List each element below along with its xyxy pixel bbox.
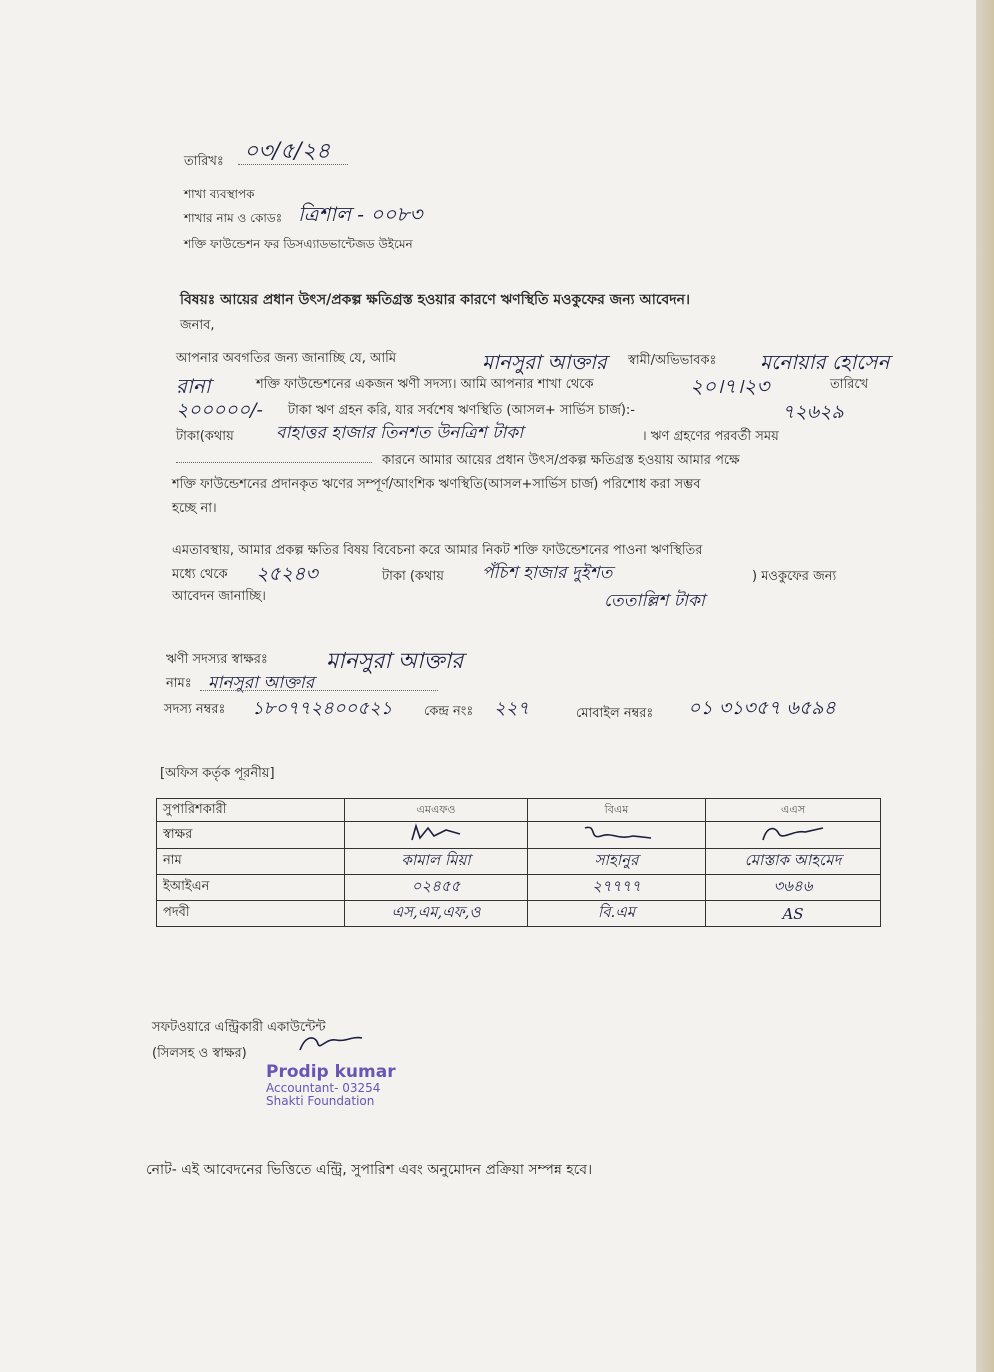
branch-handwritten: ত্রিশাল - ০০৮৩: [298, 202, 423, 226]
center-handwritten: ২২৭: [494, 698, 530, 719]
date-label: তারিখঃ: [184, 154, 224, 169]
waive-amount-handwritten: ২৫২৪৩: [256, 563, 318, 585]
date-suffix: তারিখে: [830, 377, 869, 392]
para1-text-a: আপনার অবগতির জন্য জানাচ্ছি যে, আমি: [176, 351, 397, 366]
para1-line4a: টাকা(কথায়: [176, 429, 234, 444]
table-cell: ২৭৭৭৭: [528, 875, 706, 901]
signature-bm: [577, 822, 657, 844]
waive-words-cont-handwritten: তেতাল্লিশ টাকা: [604, 591, 705, 611]
reason-dotline: [176, 462, 372, 463]
stamp-title: Accountant- 03254: [266, 1080, 381, 1095]
para2-line3: আবেদন জানাচ্ছি।: [172, 589, 266, 604]
para1-line7: হচ্ছে না।: [172, 501, 217, 516]
accountant-seal-label: (সিলসহ ও স্বাক্ষর): [152, 1046, 247, 1061]
table-header-cell: বিএম: [528, 799, 706, 822]
waive-words-handwritten: পঁচিশ হাজার দুইশত: [482, 563, 613, 583]
para2-line1: এমতাবস্থায়, আমার প্রকল্প ক্ষতির বিষয় বিবেচনা করে আমার নিকট শক্তি ফাউন্ডেশনের পাওনা ঋণস্থিতির: [172, 543, 703, 558]
table-row: [157, 822, 881, 849]
member-id-handwritten: ১৮০৭৭২৪০০৫২১: [252, 698, 393, 719]
para1-line3: টাকা ঋণ গ্রহন করি, যার সর্বশেষ ঋণস্থিতি (আসল+ সার্ভিস চার্জ):-: [288, 403, 635, 418]
date-dotline: [238, 164, 348, 165]
table-label-cell: পদবী: [157, 901, 345, 927]
loan-amount-handwritten: ২০০০০০/-: [176, 399, 263, 421]
org-name: শক্তি ফাউন্ডেশন ফর ডিসএ্যাডভান্টেজড উইমেন: [184, 237, 413, 251]
table-cell: কামাল মিয়া: [345, 849, 528, 875]
table-row: [157, 849, 881, 875]
para1-line6: শক্তি ফাউন্ডেশনের প্রদানকৃত ঋণের সম্পূর্ণ/আংশিক ঋণস্থিতি(আসল+সার্ভিস চার্জ) পরিশোধ করা সম্ভব: [172, 477, 701, 492]
signature-as: [753, 822, 833, 844]
accountant-label: সফটওয়ারে এন্ট্রিকারী একাউন্টেন্ট: [152, 1020, 326, 1035]
guardian-label: স্বামী/অভিভাবকঃ: [628, 353, 717, 368]
table-header-cell: সুপারিশকারী: [157, 799, 345, 822]
para1-line1: [176, 348, 396, 370]
signature-cell: [706, 822, 881, 849]
signature-cell: [528, 822, 706, 849]
table-cell: AS: [706, 901, 881, 927]
stamp-name: Prodip kumar: [266, 1062, 396, 1082]
footer-note: নোট- এই আবেদনের ভিত্তিতে এন্ট্রি, সুপারিশ এবং অনুমোদন প্রক্রিয়া সম্পন্ন হবে।: [146, 1162, 593, 1178]
guardian-handwritten: মনোয়ার হোসেন: [760, 350, 890, 374]
name-dotline: [200, 690, 438, 691]
member-id-label: সদস্য নম্বরঃ: [164, 702, 226, 717]
balance-words-handwritten: বাহাত্তর হাজার তিনশত উনত্রিশ টাকা: [276, 423, 524, 443]
para2-line2b: টাকা (কথায়: [382, 569, 444, 584]
guardian-cont-handwritten: রানা: [176, 374, 211, 398]
applicant-name-handwritten: মানসুরা আক্তার: [482, 350, 607, 374]
table-row: [157, 875, 881, 901]
table-header-cell: এমএফও: [345, 799, 528, 822]
table-label-cell: স্বাক্ষর: [157, 822, 345, 849]
table-cell: বি.এম: [528, 901, 706, 927]
table-cell: মোস্তাক আহমেদ: [706, 849, 881, 875]
background-desk: [976, 0, 994, 1372]
stamp-org: Shakti Foundation: [266, 1093, 375, 1108]
member-name-label: নামঃ: [166, 676, 192, 691]
subject-line: বিষয়ঃ আয়ের প্রধান উৎস/প্রকল্প ক্ষতিগ্রস্ত হওয়ার কারণে ঋণস্থিতি মওকুফের জন্য আবেদন।: [180, 292, 690, 308]
accountant-signature: [296, 1030, 366, 1056]
member-signature: মানসুরা আক্তার: [326, 649, 464, 674]
branch-label: শাখার নাম ও কোডঃ: [184, 211, 283, 225]
table-header-cell: এএস: [706, 799, 881, 822]
para2-line2c: ) মওকুফের জন্য: [752, 569, 837, 584]
table-cell: ৩৬৪৬: [706, 875, 881, 901]
mobile-handwritten: ০১ ৩১৩৫৭ ৬৫৯৪: [688, 697, 836, 719]
table-cell: সাহানুর: [528, 849, 706, 875]
balance-handwritten: ৭২৬২৯: [782, 401, 844, 423]
loan-date-handwritten: ২০।৭।২৩: [690, 374, 770, 398]
table-cell: এস,এম,এফ,ও: [345, 901, 528, 927]
para1-line4b: । ঋণ গ্রহণের পরবর্তী সময়: [642, 429, 779, 444]
table-label-cell: ইআইএন: [157, 875, 345, 901]
para1-line2: শক্তি ফাউন্ডেশনের একজন ঋণী সদস্য। আমি আপনার শাখা থেকে: [256, 377, 594, 392]
table-label-cell: নাম: [157, 849, 345, 875]
salutation: জনাব,: [180, 318, 215, 333]
center-label: কেন্দ্র নংঃ: [424, 704, 474, 719]
office-table: [156, 798, 881, 927]
date-handwritten: ০৩/৫/২৪: [244, 139, 331, 164]
member-name-handwritten: মানসুরা আক্তার: [208, 673, 315, 693]
para1-line5: কারনে আমার আয়ের প্রধান উৎস/প্রকল্প ক্ষতিগ্রস্ত হওয়ায় আমার পক্ষে: [382, 453, 740, 468]
para2-line2a: মধ্যে থেকে: [172, 567, 228, 582]
mobile-label: মোবাইল নম্বরঃ: [576, 706, 654, 721]
table-row: [157, 799, 881, 822]
office-caption: [অফিস কর্তৃক পূরনীয়]: [160, 766, 275, 781]
branch-manager-label: শাখা ব্যবস্থাপক: [184, 187, 255, 201]
accountant-stamp: [266, 1063, 396, 1108]
signature-mfo: [406, 822, 466, 844]
table-cell: ০২৪৫৫: [345, 875, 528, 901]
signature-cell: [345, 822, 528, 849]
member-sign-label: ঋণী সদস্যর স্বাক্ষরঃ: [166, 652, 268, 667]
table-row: [157, 901, 881, 927]
